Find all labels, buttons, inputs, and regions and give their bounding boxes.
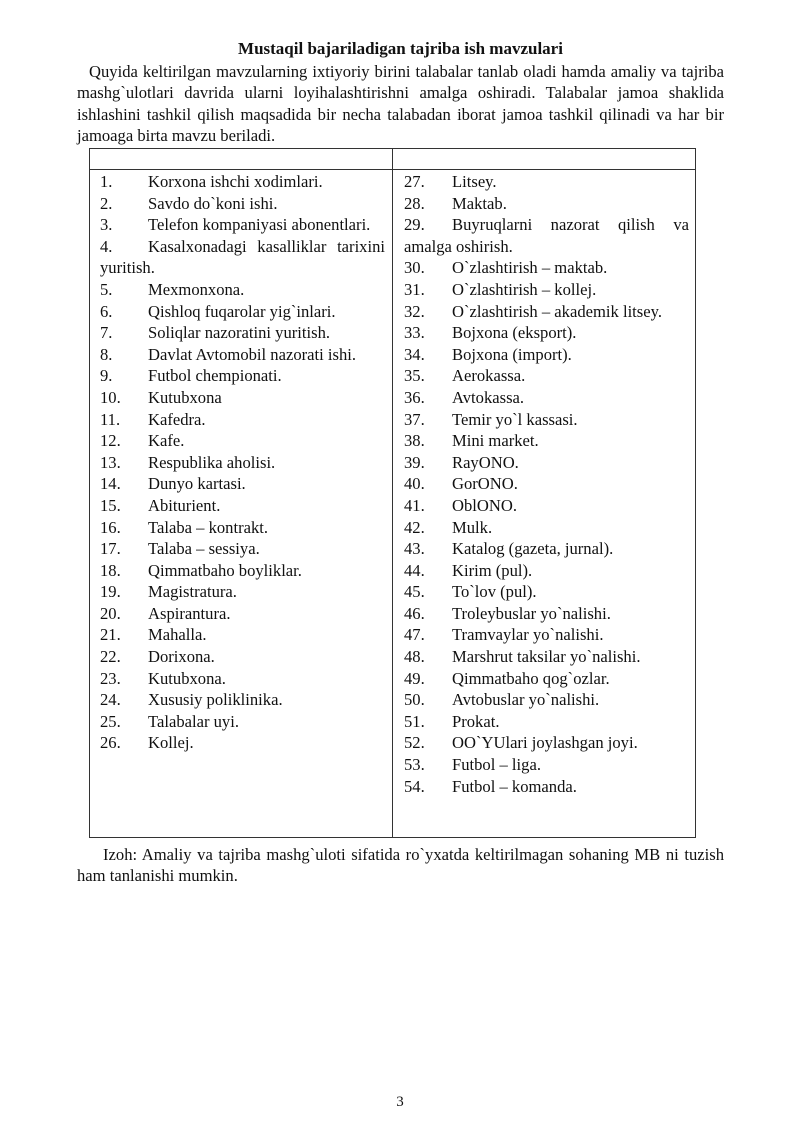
list-item-text: Abiturient. [148,495,221,515]
list-item-text: Qimmatbaho boyliklar. [148,560,302,580]
list-item [404,387,689,409]
list-item-text: Savdo do`koni ishi. [148,193,278,213]
list-item-number: 53. [404,755,425,775]
list-item-number: 29. [404,215,425,235]
list-item [100,495,385,517]
list-item-number: 41. [404,495,425,515]
list-item-number: 8. [100,344,113,364]
list-item-text: GorONO. [452,474,518,494]
list-item-text: Troleybuslar yo`nalishi. [452,603,611,623]
list-item-text: Kirim (pul). [452,560,533,580]
list-item [404,668,689,690]
list-item-number: 45. [404,582,425,602]
list-item [100,646,385,668]
list-item-text: Soliqlar nazoratini yuritish. [148,323,331,343]
list-item-number: 33. [404,323,425,343]
list-item-number: 15. [100,495,121,515]
list-item [404,409,689,431]
list-item-number: 36. [404,387,425,407]
list-item [100,279,385,301]
list-item-number: 26. [100,733,121,753]
list-item [404,344,689,366]
list-item [404,365,689,387]
list-item-number: 38. [404,431,425,451]
list-item-number: 2. [100,193,113,213]
list-item-text: Bojxona (import). [452,344,572,364]
list-item [404,538,689,560]
list-item [100,452,385,474]
list-item-text: Mini market. [452,431,539,451]
list-item [100,193,385,215]
list-item-number: 50. [404,690,425,710]
list-item-number: 42. [404,517,425,537]
list-item-number: 34. [404,344,425,364]
list-item-number: 10. [100,387,121,407]
topics-table [89,148,696,838]
list-item [404,754,689,776]
document-title: Mustaqil bajariladigan tajriba ish mavzulari [238,39,563,58]
list-item-text: Mahalla. [148,625,207,645]
list-item [404,214,689,257]
list-item-text: Kasalxonadagi kasalliklar tarixini yuritish. [100,236,385,278]
list-item [404,776,689,798]
list-item-number: 18. [100,560,121,580]
list-item-text: Mexmonxona. [148,279,245,299]
list-item-number: 31. [404,279,425,299]
list-item [100,301,385,323]
list-item-number: 27. [404,172,425,191]
list-item-text: O`zlashtirish – kollej. [452,279,597,299]
list-item [404,473,689,495]
list-item [100,214,385,236]
list-item-number: 24. [100,690,121,710]
list-item-text: OblONO. [452,495,517,515]
list-item-text: Futbol chempionati. [148,366,282,386]
list-item-text: Aerokassa. [452,366,526,386]
list-item [100,365,385,387]
list-item-text: Kafe. [148,431,185,451]
intro-paragraph: Quyida keltirilgan mavzularning ixtiyoriy birini talabalar tanlab oladi hamda amaliy va tajriba mashg`ulotlari davrida ularni loyihalashtirishni amalga oshiradi. Talabalar jamoa shaklida ishlashini tashkil qilish maqsadida bir necha talabadan iborat jamoa tashkil qilinadi va har bir jamoaga birta mavzu beriladi. [77,62,724,146]
list-item [100,560,385,582]
page-number: 3 [396,1094,404,1110]
note-paragraph: Izoh: Amaliy va tajriba mashg`uloti sifatida ro`yxatda keltirilmagan sohaning MB ni tuzish ham tanlanishi mumkin. [77,845,724,886]
list-item-number: 47. [404,625,425,645]
list-item-number: 40. [404,474,425,494]
list-item [404,711,689,733]
list-item-number: 11. [100,409,121,429]
topics-column-right [404,171,689,797]
list-item [100,387,385,409]
list-item-text: Respublika aholisi. [148,452,276,472]
list-item-number: 16. [100,517,121,537]
list-item [100,171,385,193]
list-item-text: Kutubxona [148,387,222,407]
topics-column-left [100,171,385,754]
list-item-number: 6. [100,301,113,321]
list-item-text: Mulk. [452,517,493,537]
list-item [404,495,689,517]
list-item [100,236,385,279]
list-item [404,732,689,754]
list-item-text: Dunyo kartasi. [148,474,246,494]
list-item [100,603,385,625]
list-item [404,257,689,279]
list-item-number: 13. [100,452,121,472]
list-item [404,624,689,646]
list-item-text: RayONO. [452,452,519,472]
list-item-number: 48. [404,647,425,667]
list-item [404,646,689,668]
list-item-number: 25. [100,711,121,731]
list-item-number: 21. [100,625,121,645]
list-item-text: Prokat. [452,711,500,731]
list-item-number: 12. [100,431,121,451]
list-item-number: 23. [100,668,121,688]
list-item [100,322,385,344]
list-item-number: 19. [100,582,121,602]
list-item [100,344,385,366]
list-item [404,560,689,582]
list-item-text: Maktab. [452,193,507,213]
list-item-number: 54. [404,776,425,796]
list-item-number: 1. [100,172,113,191]
list-item-text: Buyruqlarni nazorat qilish va amalga oshirish. [404,215,689,256]
list-item-text: Futbol – liga. [452,755,541,775]
list-item [100,689,385,711]
list-item-number: 43. [404,539,425,559]
list-item [404,279,689,301]
list-item [404,517,689,539]
list-item [100,668,385,690]
table-column-divider [392,149,393,837]
list-item-number: 37. [404,409,425,429]
list-item-text: Temir yo`l kassasi. [452,409,578,429]
list-item-text: Dorixona. [148,647,215,667]
list-item [100,624,385,646]
list-item [100,409,385,431]
list-item-text: Xususiy poliklinika. [148,690,283,710]
list-item [100,711,385,733]
list-item [404,193,689,215]
list-item-number: 3. [100,215,113,235]
list-item-number: 9. [100,366,113,386]
list-item-text: Talaba – sessiya. [148,539,260,559]
list-item-number: 46. [404,603,425,623]
list-item [100,517,385,539]
list-item-text: O`zlashtirish – maktab. [452,258,608,278]
list-item-text: Katalog (gazeta, jurnal). [452,539,614,559]
list-item-text: Tramvaylar yo`nalishi. [452,625,604,645]
list-item-number: 7. [100,323,113,343]
list-item [404,322,689,344]
list-item-text: Litsey. [452,172,497,191]
list-item [404,581,689,603]
list-item [404,603,689,625]
list-item-number: 51. [404,711,425,731]
list-item-text: Bojxona (eksport). [452,323,577,343]
list-item-number: 22. [100,647,121,667]
list-item-text: O`zlashtirish – akademik litsey. [452,301,662,321]
list-item-text: Marshrut taksilar yo`nalishi. [452,647,641,667]
list-item-text: Kutubxona. [148,668,226,688]
list-item-text: Qimmatbaho qog`ozlar. [452,668,610,688]
list-item-number: 32. [404,301,425,321]
list-item-text: Avtokassa. [452,387,525,407]
list-item-number: 17. [100,539,121,559]
list-item [100,732,385,754]
list-item-number: 35. [404,366,425,386]
list-item [100,430,385,452]
list-item-text: Futbol – komanda. [452,776,577,796]
list-item-number: 44. [404,560,425,580]
list-item-number: 20. [100,603,121,623]
list-item [404,689,689,711]
list-item [404,452,689,474]
list-item-number: 4. [100,236,113,256]
list-item [404,430,689,452]
list-item [100,538,385,560]
list-item-number: 14. [100,474,121,494]
list-item-text: Telefon kompaniyasi abonentlari. [148,215,371,235]
list-item-text: Aspirantura. [148,603,231,623]
list-item [100,473,385,495]
list-item-number: 28. [404,193,425,213]
list-item-number: 30. [404,258,425,278]
list-item-text: Kollej. [148,733,194,753]
list-item-text: Kafedra. [148,409,206,429]
list-item-text: Talaba – kontrakt. [148,517,269,537]
list-item [404,171,689,193]
list-item-text: To`lov (pul). [452,582,537,602]
list-item-number: 52. [404,733,425,753]
list-item-text: Talabalar uyi. [148,711,239,731]
list-item-number: 49. [404,668,425,688]
list-item-text: Qishloq fuqarolar yig`inlari. [148,301,336,321]
list-item-text: Davlat Avtomobil nazorati ishi. [148,344,356,364]
list-item-text: Magistratura. [148,582,237,602]
list-item-text: OO`YUlari joylashgan joyi. [452,733,638,753]
list-item-number: 5. [100,279,113,299]
list-item-text: Korxona ishchi xodimlari. [148,172,323,191]
list-item-text: Avtobuslar yo`nalishi. [452,690,600,710]
list-item [100,581,385,603]
list-item [404,301,689,323]
list-item-number: 39. [404,452,425,472]
